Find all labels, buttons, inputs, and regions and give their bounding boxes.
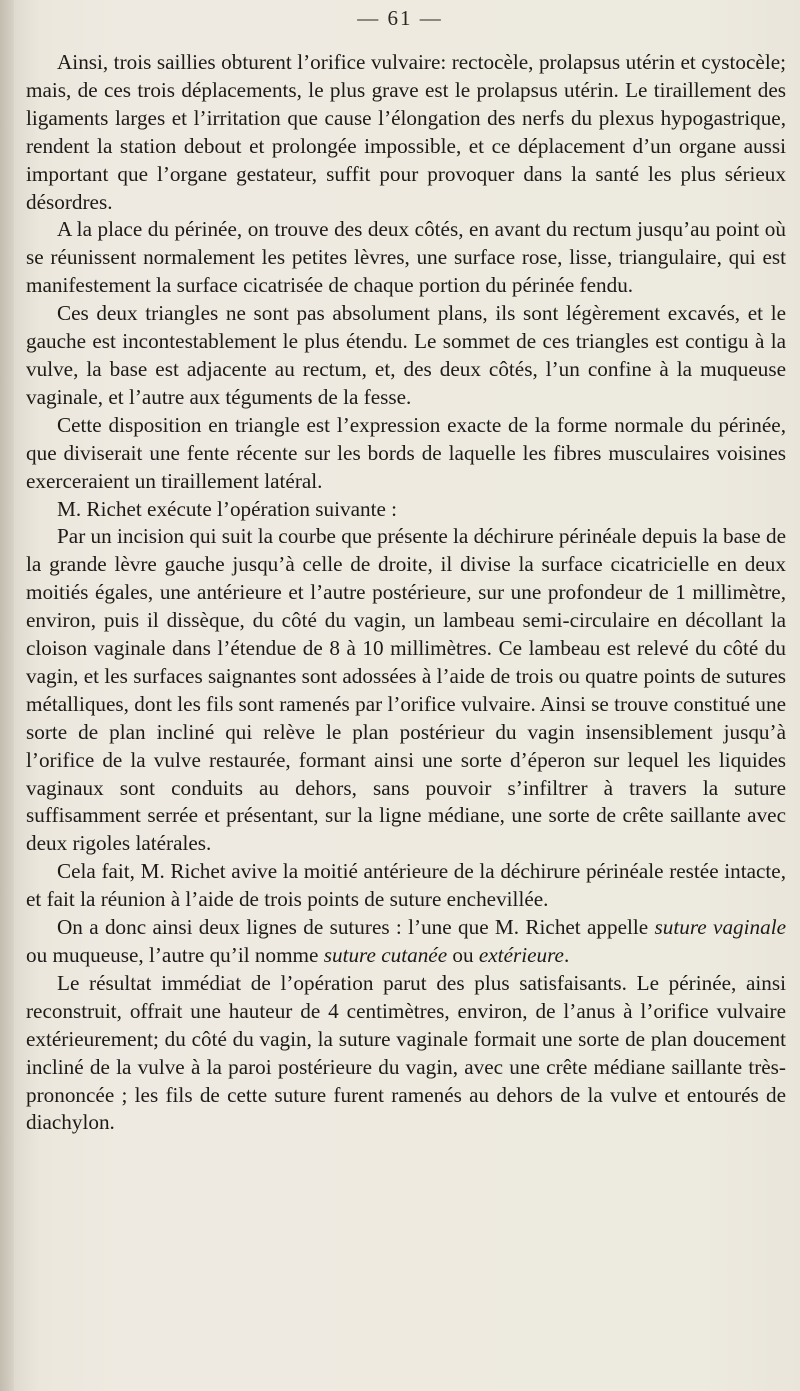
paragraph-resultat: Le résultat immédiat de l’opération parut des plus satisfaisants. Le périnée, ainsi reconstruit, offrait une hauteur de 4 centimètres, environ, de l’anus à l’orifice vulvaire extérieurement; du côté du vagin, la suture vaginale formait une sorte de plan doucement incliné de la vulve à la paroi postérieure du vagin, avec une crête médiane saillante très-prononcée ; les fils de cette suture furent ramenés au dehors de la vulve et entourés de diachylon.	[26, 970, 786, 1135]
term-suture-cutanee: suture cutanée	[323, 943, 448, 967]
term-exterieure: extérieure	[478, 943, 564, 967]
sutures-text-3: ou	[447, 943, 479, 967]
paragraph-sutures	[26, 914, 786, 970]
paragraph-disposition: Cette disposition en triangle est l’expression exacte de la forme normale du périnée, que diviserait une fente récente sur les bords de laquelle les fibres musculaires voisines exerceraient un tiraillement latéral.	[26, 412, 786, 493]
sutures-text-2: ou muqueuse, l’autre qu’il nomme	[26, 943, 324, 967]
sutures-text-1: On a donc ainsi deux lignes de sutures : l’une que M. Richet appelle	[57, 915, 655, 940]
paragraph-perinee-surface: A la place du périnée, on trouve des deux côtés, en avant du rectum jusqu’au point où se réunissent normalement les petites lèvres, une surface rose, lisse, triangulaire, qui est manifestement la surface cicatrisée de chaque portion du périnée fendu.	[26, 217, 786, 298]
term-suture-vaginale: suture vaginale	[654, 915, 786, 940]
paragraph-avivement: Cela fait, M. Richet avive la moitié antérieure de la déchirure périnéale restée intacte, et fait la réunion à l’aide de trois points de suture enchevillée.	[26, 859, 786, 912]
body-text	[26, 49, 786, 1137]
paragraph-richet-intro: M. Richet exécute l’opération suivante :	[57, 496, 398, 521]
page-gutter-shadow	[0, 0, 14, 1391]
paragraph-incision: Par un incision qui suit la courbe que présente la déchirure périnéale depuis la base de la grande lèvre gauche jusqu’à celle de droite, il divise la surface cicatricielle en deux moitiés égales, une antérieure et l’autre postérieure, sur une profondeur de 1 millimètre, environ, puis il dissèque, du côté du vagin, un lambeau semi-circulaire en décollant la cloison vaginale dans l’étendue de 8 à 10 millimètres. Ce lambeau est relevé du côté du vagin, et les surfaces saignantes sont adossées à l’aide de trois ou quatre points de sutures métalliques, dont les fils sont ramenés par l’orifice vulvaire. Ainsi se trouve constitué une sorte de plan incliné qui relève le plan postérieur du vagin insensiblement jusqu’à l’orifice de la vulve restaurée, formant ainsi une sorte d’éperon sur lequel les liquides vaginaux sont conduits au dehors, sans pouvoir s’infiltrer à travers la suture suffisamment serrée et présentant, sur la ligne médiane, une sorte de crête saillante avec deux rigoles latérales.	[26, 524, 786, 856]
sutures-text-4: .	[563, 943, 570, 967]
paragraph-triangles: Ces deux triangles ne sont pas absolument plans, ils sont légèrement excavés, et le gauche est incontestablement le plus étendu. Le sommet de ces triangles est contigu à la vulve, la base est adjacente au rectum, et, des deux côtés, l’un confine à la muqueuse vaginale, et l’autre aux téguments de la fesse.	[26, 301, 786, 409]
page-number: — 61 —	[357, 6, 443, 30]
paragraph-prolapsus: Ainsi, trois saillies obturent l’orifice vulvaire: rectocèle, prolapsus utérin et cystocèle; mais, de ces trois déplacements, le plus grave est le prolapsus utérin. Le tiraillement des ligaments larges et l’irritation que cause l’élongation des nerfs du plexus hypogastrique, rendent la station debout et prolongée impossible, et ce déplacement d’un organe aussi important que l’organe gestateur, suffit pour provoquer dans la santé les plus sérieux désordres.	[26, 50, 786, 214]
